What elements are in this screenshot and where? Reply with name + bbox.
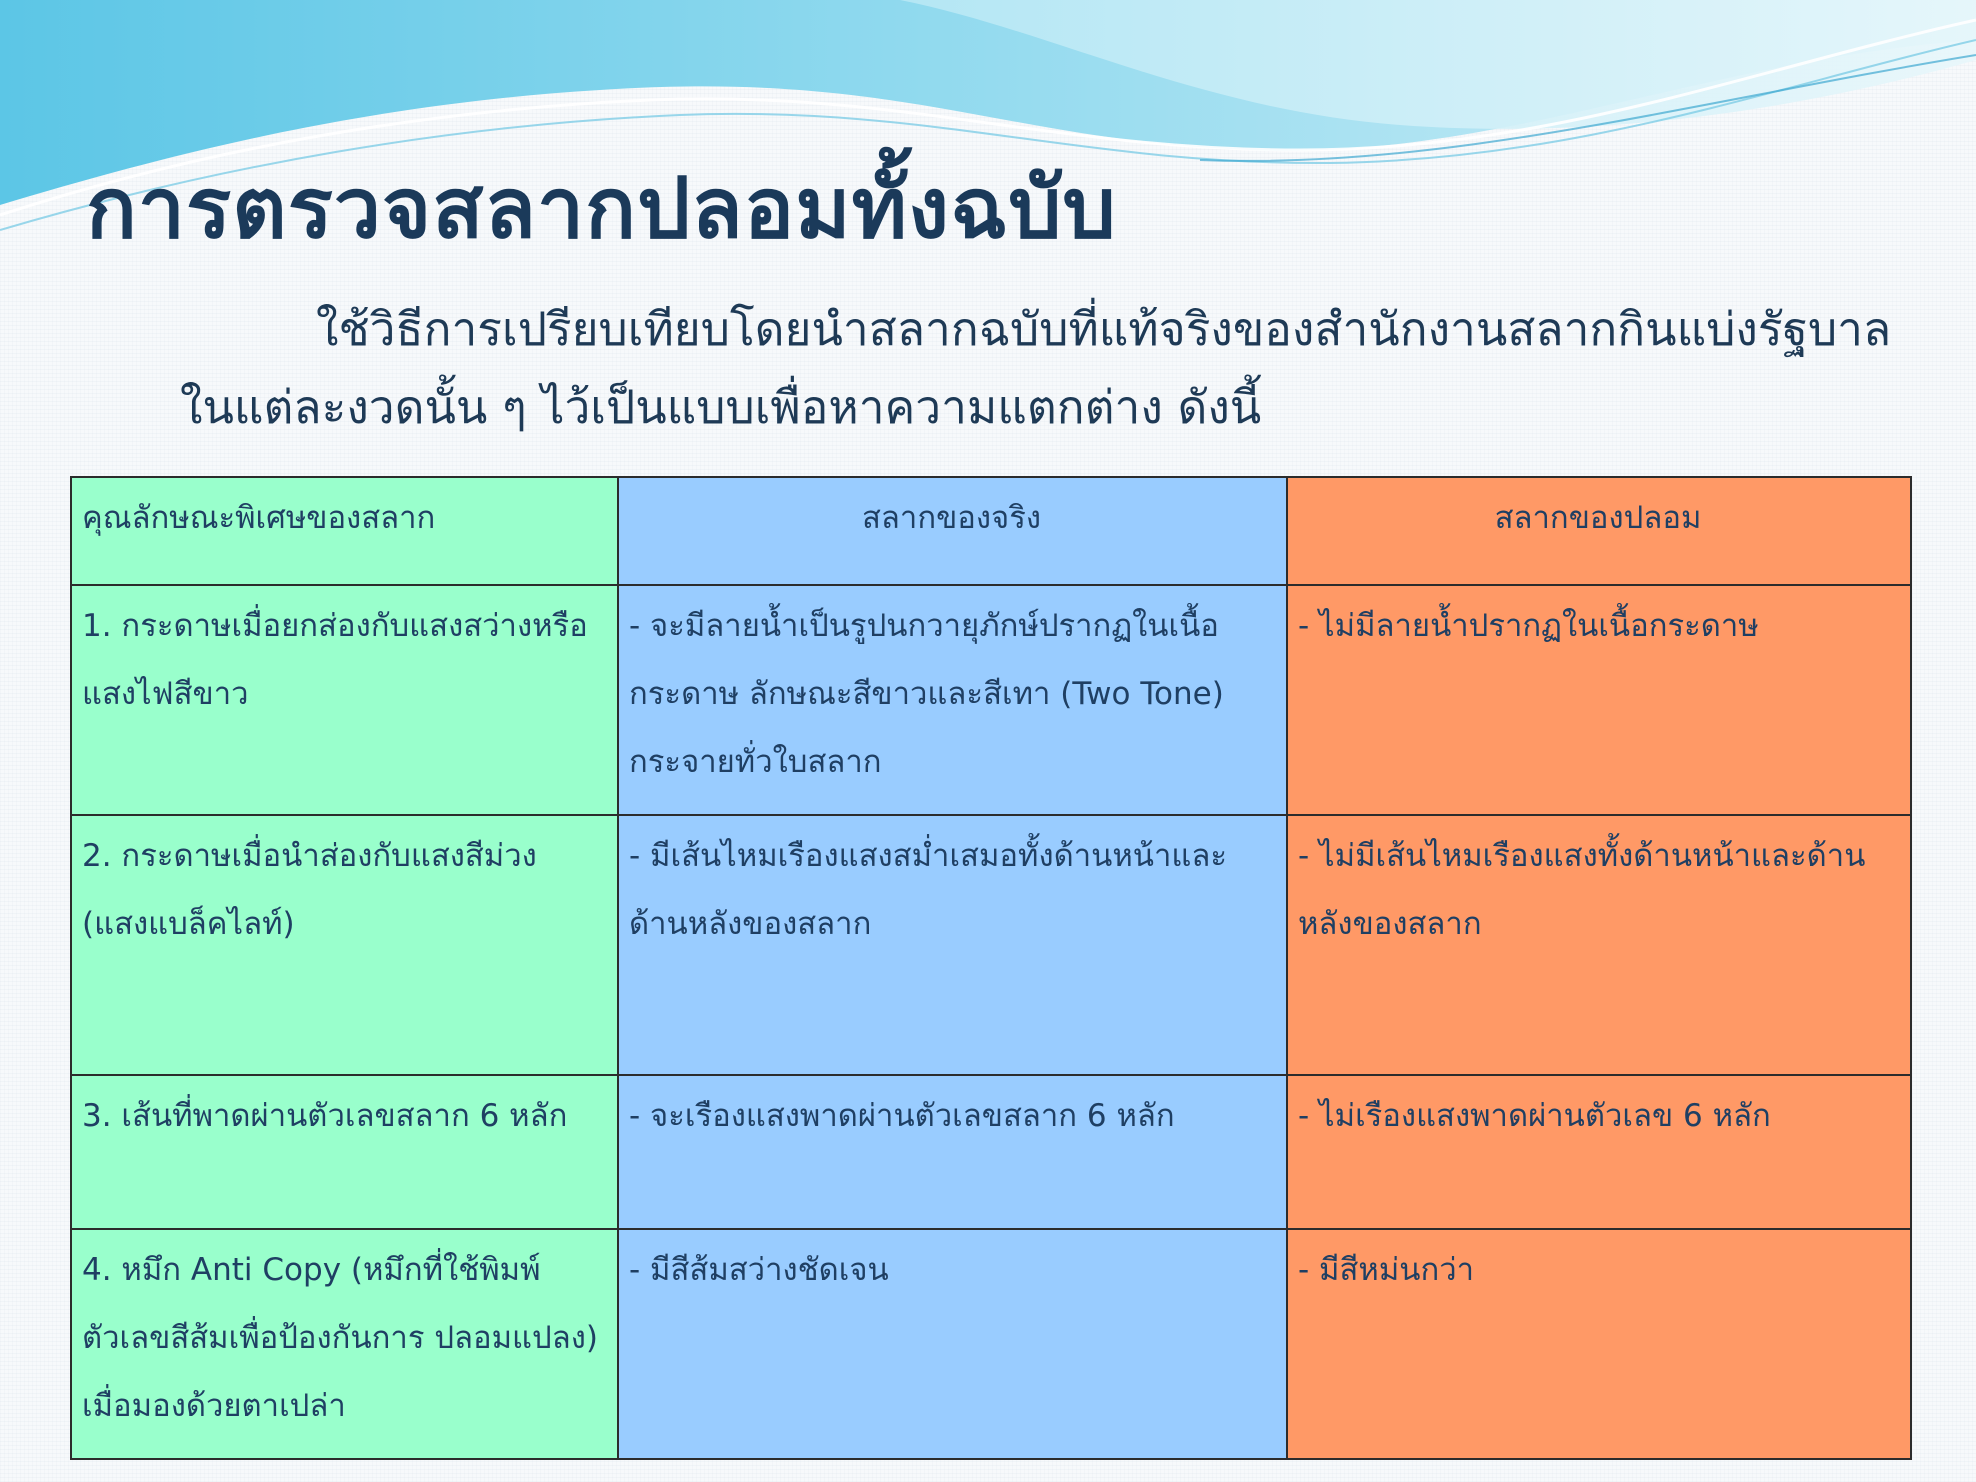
slide-title: การตรวจสลากปลอมทั้งฉบับ (86, 159, 1117, 257)
table-row (71, 1075, 1911, 1229)
comparison-table-container (70, 476, 1910, 1458)
real-cell: - มีสีส้มสว่างชัดเจน (618, 1229, 1287, 1459)
fake-cell: - ไม่มีเส้นไหมเรืองแสงทั้งด้านหน้าและด้านหลังของสลาก (1287, 815, 1911, 1075)
feature-cell: 4. หมึก Anti Copy (หมึกที่ใช้พิมพ์ตัวเลขสีส้มเพื่อป้องกันการ ปลอมแปลง) เมื่อมองด้วยตาเปล่า (71, 1229, 618, 1459)
table-row (71, 1229, 1911, 1459)
feature-cell: 2. กระดาษเมื่อนำส่องกับแสงสีม่วง (แสงแบล็คไลท์) (71, 815, 618, 1075)
feature-cell: 3. เส้นที่พาดผ่านตัวเลขสลาก 6 หลัก (71, 1075, 618, 1229)
comparison-table (70, 476, 1912, 1460)
fake-cell: - ไม่มีลายน้ำปรากฏในเนื้อกระดาษ (1287, 585, 1911, 815)
header-fake: สลากของปลอม (1287, 477, 1911, 585)
table-row (71, 815, 1911, 1075)
intro-paragraph: ใช้วิธีการเปรียบเทียบโดยนำสลากฉบับที่แท้จริงของสำนักงานสลากกินแบ่งรัฐบาลในแต่ละงวดนั้น ๆ ไว้เป็นแบบเพื่อหาความแตกต่าง ดังนี้ (180, 302, 1892, 434)
table-row (71, 585, 1911, 815)
feature-cell: 1. กระดาษเมื่อยกส่องกับแสงสว่างหรือแสงไฟสีขาว (71, 585, 618, 815)
real-cell: - จะเรืองแสงพาดผ่านตัวเลขสลาก 6 หลัก (618, 1075, 1287, 1229)
fake-cell: - มีสีหม่นกว่า (1287, 1229, 1911, 1459)
header-feature: คุณลักษณะพิเศษของสลาก (71, 477, 618, 585)
header-real: สลากของจริง (618, 477, 1287, 585)
real-cell: - มีเส้นไหมเรืองแสงสม่ำเสมอทั้งด้านหน้าและด้านหลังของสลาก (618, 815, 1287, 1075)
table-header-row (71, 477, 1911, 585)
real-cell: - จะมีลายน้ำเป็นรูปนกวายุภักษ์ปรากฏในเนื้อกระดาษ ลักษณะสีขาวและสีเทา (Two Tone) กระจายทั่วใบสลาก (618, 585, 1287, 815)
fake-cell: - ไม่เรืองแสงพาดผ่านตัวเลข 6 หลัก (1287, 1075, 1911, 1229)
